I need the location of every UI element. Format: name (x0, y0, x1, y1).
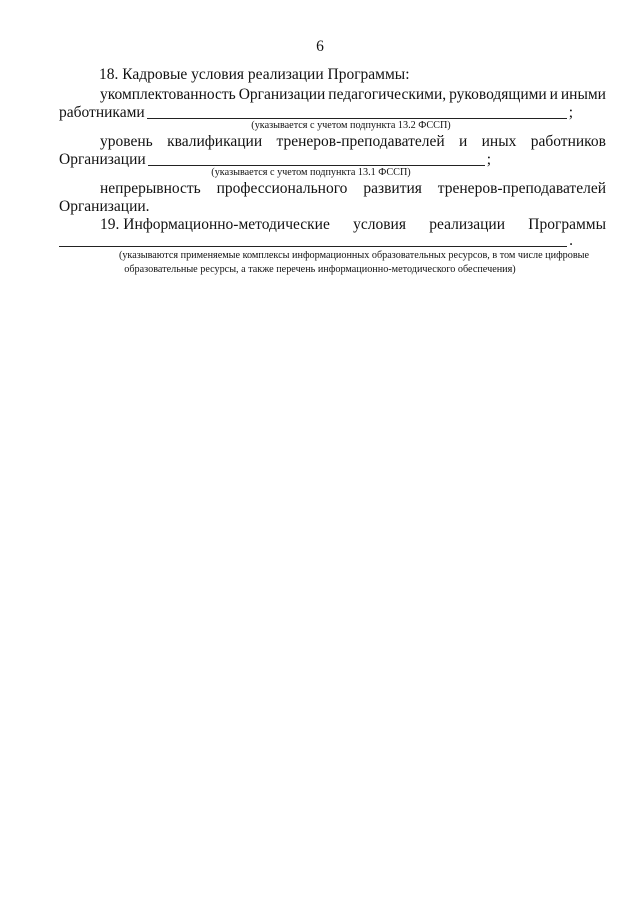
word: 19. Информационно-методические (100, 216, 330, 233)
staffing-blank-field[interactable] (147, 104, 567, 119)
word: тренеров-преподавателей (437, 180, 606, 197)
line-end-mark: ; (486, 151, 491, 168)
word: Организации (238, 86, 326, 103)
info-methodical-note-line-1: (указываются применяемые комплексы информационных образовательных ресурсов, в том числе цифровые (118, 250, 590, 261)
page-number: 6 (316, 38, 324, 55)
word: педагогическими, (328, 86, 447, 103)
development-line-2: Организации. (59, 198, 150, 215)
info-methodical-blank-field[interactable] (59, 232, 567, 247)
word: профессионального (216, 180, 348, 197)
word: реализации (429, 216, 506, 233)
word: работников (530, 133, 606, 150)
word: руководящими (449, 86, 547, 103)
line-end-mark: ; (568, 104, 573, 121)
line-end-mark: . (569, 232, 573, 249)
word: Программы (528, 216, 606, 233)
word: квалификации (167, 133, 263, 150)
staffing-label: работниками (59, 104, 145, 121)
qualification-blank-field[interactable] (148, 151, 485, 166)
staffing-note: (указывается с учетом подпункта 13.2 ФССП) (251, 120, 451, 131)
info-methodical-fill-line (59, 232, 573, 250)
word: и (549, 86, 558, 103)
word: уровень (100, 133, 153, 150)
development-line-1 (100, 180, 606, 198)
word: условия (353, 216, 406, 233)
word: и (459, 133, 468, 150)
word: иными (560, 86, 606, 103)
word: иных (481, 133, 517, 150)
word: тренеров-преподавателей (276, 133, 445, 150)
word: укомплектованность (100, 86, 236, 103)
word: развития (363, 180, 422, 197)
qualification-label: Организации (59, 151, 146, 168)
qualification-line-1 (100, 133, 606, 151)
staffing-line-1 (100, 86, 606, 104)
qualification-note: (указывается с учетом подпункта 13.1 ФССП) (211, 167, 411, 178)
word: непрерывность (100, 180, 201, 197)
section-18-heading: 18. Кадровые условия реализации Программы: (99, 66, 410, 83)
info-methodical-note-line-2: образовательные ресурсы, а также перечень информационно-методического обеспечения) (124, 264, 516, 275)
